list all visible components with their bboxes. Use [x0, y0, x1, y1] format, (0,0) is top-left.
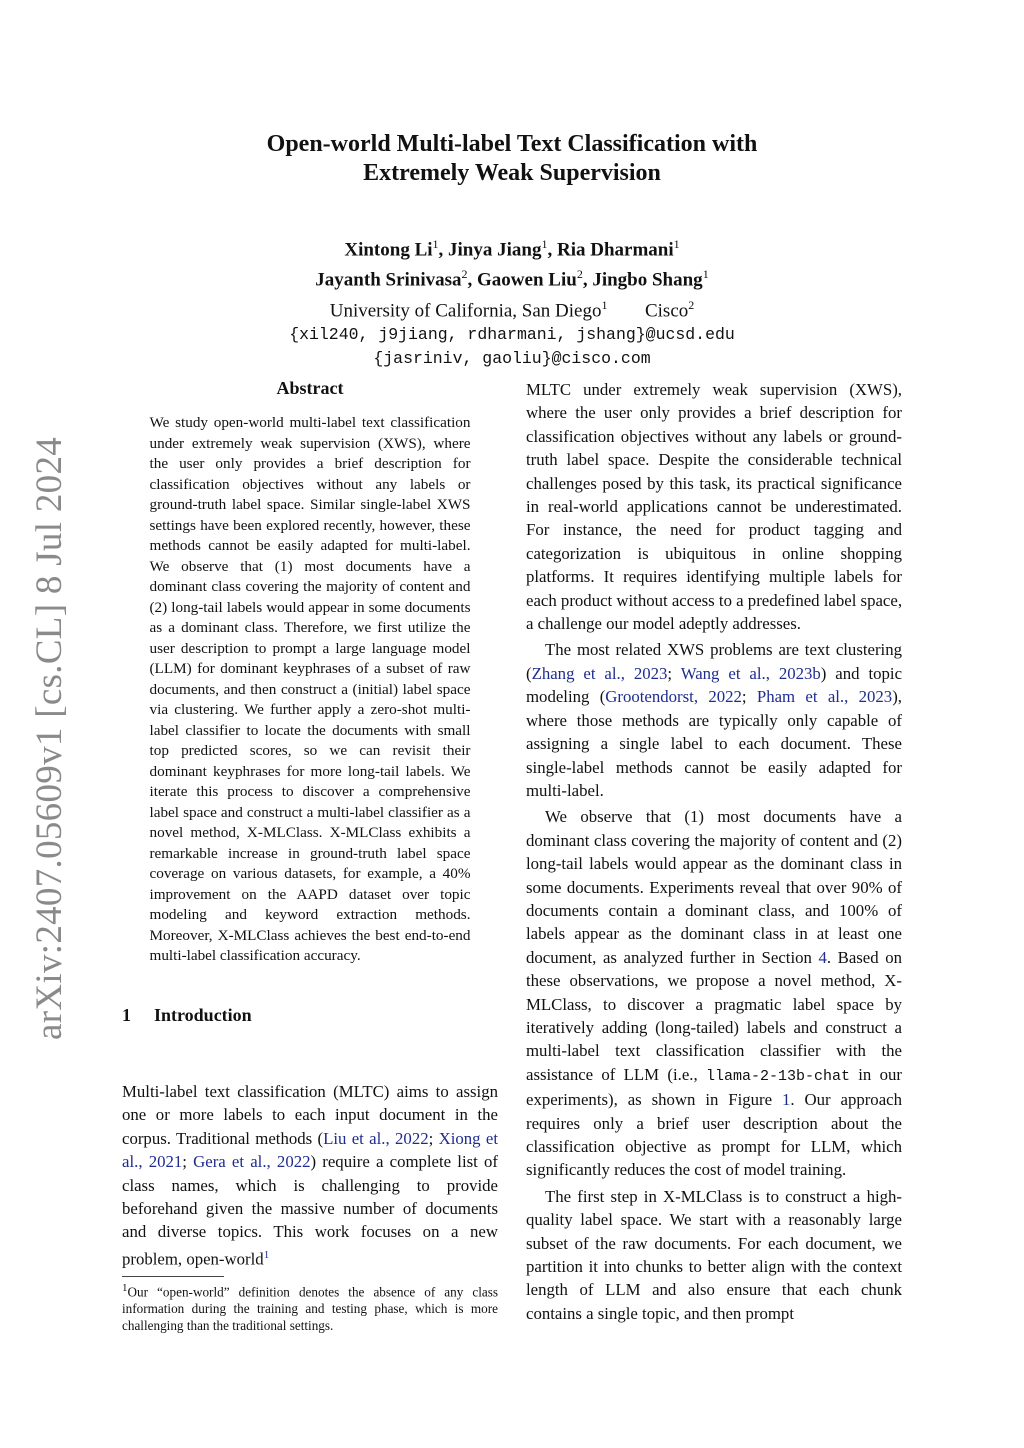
affiliation-mark: 1 — [601, 297, 608, 312]
author-name: Jingbo Shang — [592, 269, 703, 291]
affiliation-name: University of California, San Diego — [329, 299, 602, 321]
citation-link[interactable]: Pham et al., 2023 — [756, 687, 893, 707]
paragraph-text: ) require a complete list of class names, which is challenging to provide beforehand given the massive number of documents and diverse topics. This work focuses on a new problem, open-world — [122, 1152, 498, 1269]
paragraph-text: Multi-label text classification (MLTC) aims to assign one or more labels to each input document in the corpus. Traditional methods ( — [122, 1082, 498, 1148]
model-name-code: llama-2-13b-chat — [705, 1067, 850, 1085]
right-column — [526, 378, 902, 1325]
citation-link[interactable]: Wang et al., 2023b — [680, 663, 821, 683]
section-title: Introduction — [154, 1004, 252, 1025]
section-heading-introduction — [122, 1005, 498, 1026]
paper-header — [0, 130, 1024, 371]
paragraph-text: We observe that (1) most documents have a dominant class covering the majority of content and (2) long-tail labels would appear as the dominant class in some documents. Experiments reveal that over 90% of documents contain a dominant class, and 100% of labels appear as the dominant class in at least one document, as analyzed further in Section — [526, 807, 902, 967]
intro-paragraph-1-start — [122, 1080, 498, 1271]
abstract-text: We study open-world multi-label text classification under extremely weak supervision (XWS), where the user only provides a brief description for classification objectives without any labels or ground-truth label space. Similar single-label XWS settings have been explored recently, however, these methods cannot be easily adapted for multi-label. We observe that (1) most documents have a dominant class covering the majority of content and (2) long-tail labels would appear in some documents as a dominant class. Therefore, we first utilize the user description to prompt a large language model (LLM) for dominant keyphrases of a subset of raw documents, and then construct a (initial) label space via clustering. We further apply a zero-shot multi-label classifier to locate the documents with small top predicted scores, so we can revisit their dominant keyphrases for more long-tail labels. We iterate this process to discover a comprehensive label space and construct a multi-label classifier as a novel method, X-MLClass. X-MLClass exhibits a remarkable increase in ground-truth label space coverage on various datasets, for example, a 40% improvement on the AAPD dataset over topic modeling and keyword extraction methods. Moreover, X-MLClass achieves the best end-to-end multi-label classification accuracy. — [149, 414, 471, 964]
affiliations — [0, 293, 1024, 323]
author-affiliation-mark: 1 — [541, 237, 548, 251]
footnote-mark: 1 — [122, 1282, 128, 1294]
author-name: Jinya Jiang — [448, 239, 542, 261]
separator: ; — [667, 663, 681, 683]
paragraph-text: . Our approach requires only a brief user description about the classification objective as prompt for LLM, which significantly reduces the cost of model training. — [526, 1090, 902, 1180]
separator: ; — [428, 1128, 439, 1148]
author-affiliation-mark: 1 — [432, 237, 439, 251]
author-name: Jayanth Srinivasa — [315, 269, 462, 291]
figure-reference-link[interactable]: 1 — [782, 1090, 791, 1110]
paper-title — [0, 130, 1024, 188]
affiliation-mark: 2 — [688, 297, 695, 312]
footnote — [122, 1280, 498, 1334]
abstract-heading: Abstract — [276, 378, 344, 398]
author-affiliation-mark: 1 — [702, 267, 709, 282]
author-affiliation-mark: 1 — [673, 237, 680, 251]
author-name: Gaowen Liu — [477, 269, 577, 291]
arxiv-identifier: arXiv:2407.05609v1 [cs.CL] 8 Jul 2024 — [29, 436, 70, 1040]
paragraph-text: . Based on these observations, we propose a novel method, X-MLClass, to discover a pragmatic label space by iteratively adding (long-tailed) labels and construct a multi-label text classification classifier with the assistance of LLM (i.e., — [526, 947, 902, 1084]
citation-link[interactable]: Gera et al., 2022 — [193, 1152, 311, 1172]
citation-link[interactable]: Liu et al., 2022 — [323, 1128, 429, 1148]
separator: ; — [741, 687, 757, 707]
title-line-1: Open-world Multi-label Text Classification with — [266, 131, 758, 157]
paragraph-text: The most related XWS problems are text clustering ( — [526, 640, 902, 683]
footnote-divider — [122, 1276, 224, 1277]
citation-link[interactable]: Grootendorst, 2022 — [605, 687, 742, 707]
paragraph-text: ), where those methods are typically only capable of assigning a single label to each document. These single-label methods cannot be easily adapted for multi-label. — [526, 687, 902, 800]
intro-paragraph-3 — [526, 805, 902, 1182]
left-column — [122, 378, 498, 1038]
author-affiliation-mark: 2 — [461, 267, 468, 282]
email-line-2: {jasriniv, gaoliu}@cisco.com — [373, 348, 651, 368]
author-name: Ria Dharmani — [556, 239, 674, 261]
citation-link[interactable]: Xiong et al., 2021 — [122, 1128, 499, 1172]
footnote-text: Our “open-world” definition denotes the absence of any class information during the training and testing phase, which is more challenging than the traditional settings. — [122, 1284, 498, 1333]
introduction-body — [122, 1080, 498, 1271]
author-row-2: Jayanth Srinivasa$^2$, Gaowen Liu$^2$, Jingbo Shang$^1$ — [315, 267, 709, 291]
intro-paragraph-2 — [526, 638, 902, 802]
section-number: 1 — [122, 1004, 131, 1025]
author-affiliation-mark: 2 — [576, 267, 583, 282]
paragraph-text: in our experiments), as shown in Figure — [526, 1064, 902, 1110]
intro-paragraph-4: The first step in X-MLClass is to construct a high-quality label space. We start with a reasonably large subset of the raw documents. For each document, we partition it into chunks to better align with the context length of LLM and also ensure that each chunk contains a single topic, and then prompt — [526, 1186, 902, 1323]
author-name: Xintong Li — [344, 239, 433, 261]
footnote-marker-link[interactable]: 1 — [263, 1248, 270, 1261]
author-row-1: Xintong Li$^1$, Jinya Jiang$^1$, Ria Dharmani$^1$ — [344, 237, 680, 261]
citation-link[interactable]: Zhang et al., 2023 — [531, 663, 668, 683]
intro-paragraph-1-continued: MLTC under extremely weak supervision (XWS), where the user only provides a brief description for classification objectives without any labels or ground-truth label space. Despite the considerable technical challenges posed by this task, its practical significance in real-world applications cannot be underestimated. For instance, the need for product tagging and categorization is ubiquitous in online shopping platforms. It requires identifying multiple labels for each product without access to a predefined label space, a challenge our model adeptly addresses. — [526, 380, 903, 634]
paragraph-text: ) and topic modeling ( — [526, 663, 903, 707]
author-block — [0, 232, 1024, 371]
email-line-1: {xil240, j9jiang, rdharmani, jshang}@ucsd.edu — [289, 324, 735, 344]
separator: ; — [182, 1152, 194, 1172]
section-reference-link[interactable]: 4 — [818, 947, 827, 967]
affiliation-name: Cisco — [644, 299, 689, 321]
title-line-2: Extremely Weak Supervision — [363, 160, 661, 186]
